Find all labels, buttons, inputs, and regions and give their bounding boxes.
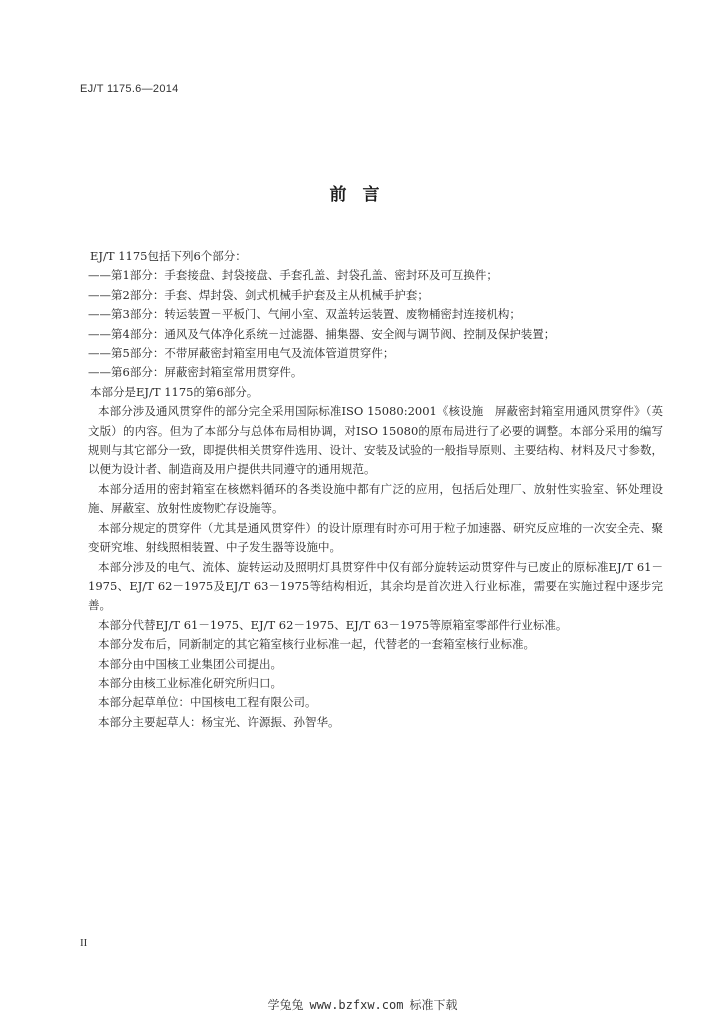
part-item-1: ——第1部分：手套接盘、封袋接盘、手套孔盖、封袋孔盖、密封环及可互换件； <box>88 268 498 283</box>
paragraph-replaces: 本部分代替EJ/T 61－1975、EJ/T 62－1975、EJ/T 63－1975等原箱室零部件行业标准。 <box>98 617 568 632</box>
footer-tagline: 标准下载 <box>409 998 458 1012</box>
part-item-6: ——第6部分：屏蔽密封箱室常用贯穿件。 <box>88 365 303 380</box>
part-statement: 本部分是EJ/T 1175的第6部分。 <box>90 384 259 399</box>
part-item-2: ——第2部分：手套、焊封袋、剑式机械手护套及主从机械手护套； <box>88 287 429 302</box>
paragraph-adoption: 本部分涉及通风贯穿件的部分完全采用国际标准ISO 15080:2001《核设施 屏蔽密封箱室用通风贯穿件》（英文版）的内容。但为了本部分与总体布局相协调，对ISO 15080的原布局进行了必要的调整。本部分采用的编写规则与其它部分一致，即提供相关贯穿件选用、设计、安装及试验的一般指导原则、主要结构、材料及尺寸参数，以便为设计者、制造商及用户提供共同遵守的通用规范。 <box>88 404 663 477</box>
paragraph-drafting-unit: 本部分起草单位：中国核电工程有限公司。 <box>98 695 317 710</box>
footer-site-name: 学兔兔 <box>267 998 304 1012</box>
paragraph-supersedes: 本部分发布后，同新制定的其它箱室核行业标准一起，代替老的一套箱室核行业标准。 <box>98 637 535 652</box>
footer-site-url[interactable]: www.bzfxw.com <box>309 998 404 1012</box>
watermark-footer <box>0 996 725 1013</box>
paragraph-penetrations: 本部分涉及的电气、流体、旋转运动及照明灯具贯穿件中仅有部分旋转运动贯穿件与已废止的原标准EJ/T 61－1975、EJ/T 62－1975及EJ/T 63－1975等结构相近，其余均是首次进入行业标准，需要在实施过程中逐步完善。 <box>88 559 663 613</box>
part-item-3: ——第3部分：转运装置－平板门、气闸小室、双盖转运装置、废物桶密封连接机构； <box>88 307 521 322</box>
paragraph-scope: 本部分适用的密封箱室在核燃料循环的各类设施中都有广泛的应用，包括后处理厂、放射性实验室、钚处理设施、屏蔽室、放射性废物贮存设施等。 <box>88 481 663 516</box>
paragraph-drafters: 本部分主要起草人：杨宝光、许源振、孙智华。 <box>98 714 340 729</box>
foreword-body <box>88 247 663 732</box>
intro-line: EJ/T 1175包括下列6个部分： <box>90 249 247 263</box>
page-title: 前言 <box>329 185 396 205</box>
part-item-4: ——第4部分：通风及气体净化系统－过滤器、捕集器、安全阀与调节阀、控制及保护装置； <box>88 326 556 341</box>
paragraph-proposed-by: 本部分由中国核工业集团公司提出。 <box>98 656 282 671</box>
paragraph-centralized-by: 本部分由核工业标准化研究所归口。 <box>98 675 282 690</box>
page-number: II <box>80 937 88 949</box>
paragraph-design-principle: 本部分规定的贯穿件（尤其是通风贯穿件）的设计原理有时亦可用于粒子加速器、研究反应堆的一次安全壳、聚变研究堆、射线照相装置、中子发生器等设施中。 <box>88 520 663 555</box>
standard-code: EJ/T 1175.6—2014 <box>80 83 179 95</box>
part-item-5: ——第5部分：不带屏蔽密封箱室用电气及流体管道贯穿件； <box>88 346 395 361</box>
